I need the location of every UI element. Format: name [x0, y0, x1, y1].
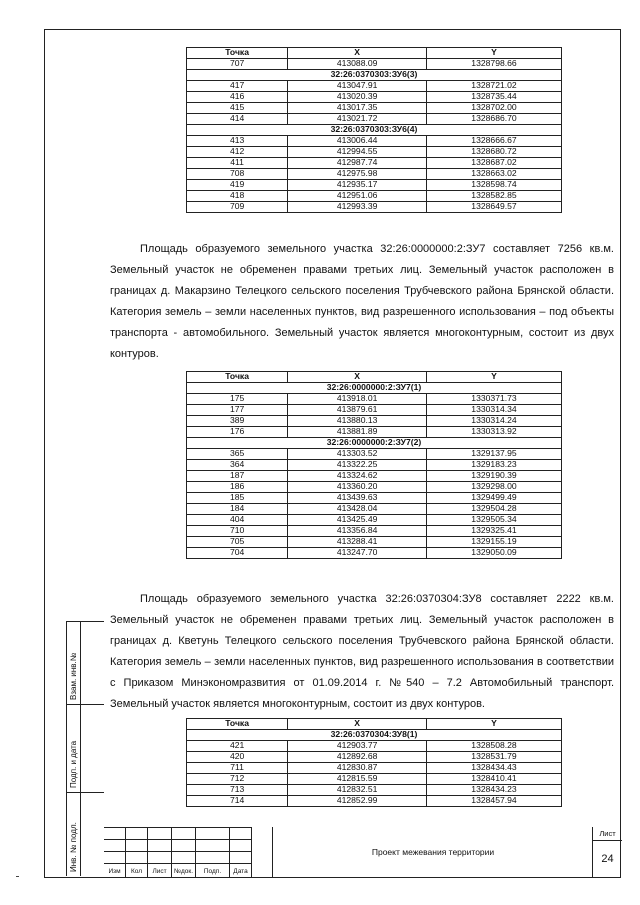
y-cell: 1329155.19: [427, 537, 562, 548]
point-cell: 177: [187, 405, 288, 416]
y-cell: 1328687.02: [427, 158, 562, 169]
table-header-row: [187, 719, 562, 730]
x-cell: 413324.62: [288, 471, 427, 482]
table-section-row: [187, 70, 562, 81]
y-cell: 1328663.02: [427, 169, 562, 180]
point-cell: 708: [187, 169, 288, 180]
column-header: Y: [427, 719, 562, 730]
section-label: 32:26:0370303:ЗУ6(3): [187, 70, 562, 81]
table-row: [187, 191, 562, 202]
column-header: X: [288, 48, 427, 59]
title-block-cell: [126, 839, 148, 851]
table-row: [187, 103, 562, 114]
y-cell: 1328582.85: [427, 191, 562, 202]
sidebar-stamp: [66, 621, 104, 876]
table-section-row: [187, 730, 562, 741]
point-cell: 184: [187, 504, 288, 515]
table-row: [187, 504, 562, 515]
point-cell: 176: [187, 427, 288, 438]
coords-table: [186, 47, 562, 213]
x-cell: 413047.91: [288, 81, 427, 92]
table-section-row: [187, 438, 562, 449]
y-cell: 1328666.67: [427, 136, 562, 147]
sidebar-label: Инв. № подл.: [69, 822, 78, 872]
document-title: Проект межевания территории: [272, 827, 593, 878]
table-row: [187, 741, 562, 752]
table-row: [187, 416, 562, 427]
table-section-row: [187, 125, 562, 136]
table-row: [187, 537, 562, 548]
table-row: [187, 405, 562, 416]
y-cell: 1328434.43: [427, 763, 562, 774]
title-block-cell: [148, 851, 172, 863]
x-cell: 413881.89: [288, 427, 427, 438]
y-cell: 1330314.34: [427, 405, 562, 416]
table-row: [187, 752, 562, 763]
title-block-col-label: №док.: [172, 863, 196, 878]
y-cell: 1328680.72: [427, 147, 562, 158]
section-label: 32:26:0370303:ЗУ6(4): [187, 125, 562, 136]
y-cell: 1329504.28: [427, 504, 562, 515]
point-cell: 404: [187, 515, 288, 526]
y-cell: 1328531.79: [427, 752, 562, 763]
x-cell: 413425.49: [288, 515, 427, 526]
column-header: Точка: [187, 372, 288, 383]
y-cell: 1328457.94: [427, 796, 562, 807]
point-cell: 365: [187, 449, 288, 460]
x-cell: 413020.39: [288, 92, 427, 103]
y-cell: 1329499.49: [427, 493, 562, 504]
title-block-cell: [126, 851, 148, 863]
coords-table-1-wrap: [186, 47, 562, 213]
point-cell: 415: [187, 103, 288, 114]
title-block-cell: [230, 851, 252, 863]
x-cell: 412993.39: [288, 202, 427, 213]
y-cell: 1329505.34: [427, 515, 562, 526]
paragraph-text: Площадь образуемого земельного участка 32:26:0370304:ЗУ8 составляет 2222 кв.м. Земельный участок не обременен правами третьих лиц. Земельный участок расположен в границах д. Кветунь Телецкого сельского поселения Трубчевского района Брянской области. Категория земель – земли населенных пунктов, вид разрешенного использования в соответствии с Приказом Минэкономразвития от 01.09.2014 г. №540 – 7.2 Автомобильный транспорт. Земельный участок является многоконтурным, состоит из двух контуров.: [110, 593, 614, 710]
table-row: [187, 147, 562, 158]
y-cell: 1328598.74: [427, 180, 562, 191]
y-cell: 1330313.92: [427, 427, 562, 438]
table-row: [187, 449, 562, 460]
y-cell: 1328649.57: [427, 202, 562, 213]
x-cell: 413360.20: [288, 482, 427, 493]
table-row: [187, 548, 562, 559]
x-cell: 412935.17: [288, 180, 427, 191]
sidebar-divider: [80, 621, 81, 876]
title-block-col-label: Лист: [148, 863, 172, 878]
table-row: [187, 59, 562, 70]
x-cell: 413288.41: [288, 537, 427, 548]
table-row: [187, 202, 562, 213]
point-cell: 713: [187, 785, 288, 796]
x-cell: 413879.61: [288, 405, 427, 416]
table-header-row: [187, 48, 562, 59]
table-row: [187, 427, 562, 438]
point-cell: 175: [187, 394, 288, 405]
title-block-cell: [196, 839, 230, 851]
point-cell: 705: [187, 537, 288, 548]
table-row: [187, 158, 562, 169]
x-cell: 413247.70: [288, 548, 427, 559]
x-cell: 413088.09: [288, 59, 427, 70]
column-header: Точка: [187, 48, 288, 59]
title-block-cell: [126, 827, 148, 839]
x-cell: 412994.55: [288, 147, 427, 158]
x-cell: 413428.04: [288, 504, 427, 515]
sidebar-cell-sign-date: [66, 704, 104, 792]
table-header-row: [187, 372, 562, 383]
table-row: [187, 81, 562, 92]
sidebar-label: Подп. и дата: [69, 740, 78, 788]
sheet-box: [592, 827, 622, 878]
point-cell: 421: [187, 741, 288, 752]
point-cell: 185: [187, 493, 288, 504]
point-cell: 389: [187, 416, 288, 427]
point-cell: 413: [187, 136, 288, 147]
y-cell: 1329137.95: [427, 449, 562, 460]
title-block-cell: [196, 851, 230, 863]
point-cell: 364: [187, 460, 288, 471]
title-block-col-label: Изм: [104, 863, 126, 878]
x-cell: 413880.13: [288, 416, 427, 427]
point-cell: 411: [187, 158, 288, 169]
x-cell: 413356.84: [288, 526, 427, 537]
y-cell: 1328721.02: [427, 81, 562, 92]
y-cell: 1328686.70: [427, 114, 562, 125]
x-cell: 413439.63: [288, 493, 427, 504]
y-cell: 1329183.23: [427, 460, 562, 471]
table-row: [187, 515, 562, 526]
title-block-cell: [148, 839, 172, 851]
section-label: 32:26:0000000:2:ЗУ7(2): [187, 438, 562, 449]
x-cell: 412903.77: [288, 741, 427, 752]
y-cell: 1328508.28: [427, 741, 562, 752]
x-cell: 412987.74: [288, 158, 427, 169]
paragraph-zu8: [110, 589, 614, 715]
x-cell: 412892.68: [288, 752, 427, 763]
title-block-cell: [104, 839, 126, 851]
x-cell: 413918.01: [288, 394, 427, 405]
y-cell: 1328735.44: [427, 92, 562, 103]
sidebar-cell-inv-orig: [66, 792, 104, 876]
table-row: [187, 136, 562, 147]
y-cell: 1329050.09: [427, 548, 562, 559]
sidebar-cell-inv-replace: [66, 621, 104, 704]
section-label: 32:26:0370304:ЗУ8(1): [187, 730, 562, 741]
title-block-cell: [104, 827, 126, 839]
x-cell: 412832.51: [288, 785, 427, 796]
table-row: [187, 763, 562, 774]
column-header: Y: [427, 372, 562, 383]
x-cell: 413322.25: [288, 460, 427, 471]
title-block-cell: [172, 839, 196, 851]
point-cell: 417: [187, 81, 288, 92]
margin-tick: [16, 876, 19, 877]
table-row: [187, 526, 562, 537]
x-cell: 412815.59: [288, 774, 427, 785]
coords-table-2-wrap: [186, 371, 562, 559]
column-header: Точка: [187, 719, 288, 730]
table-row: [187, 394, 562, 405]
table-row: [187, 471, 562, 482]
y-cell: 1329325.41: [427, 526, 562, 537]
column-header: X: [288, 372, 427, 383]
table-row: [187, 796, 562, 807]
point-cell: 186: [187, 482, 288, 493]
y-cell: 1330371.73: [427, 394, 562, 405]
y-cell: 1328798.66: [427, 59, 562, 70]
point-cell: 412: [187, 147, 288, 158]
coords-table: [186, 371, 562, 559]
x-cell: 412975.98: [288, 169, 427, 180]
coords-table: [186, 718, 562, 807]
table-row: [187, 180, 562, 191]
sidebar-label: Взам. инв.№: [69, 652, 78, 700]
point-cell: 714: [187, 796, 288, 807]
title-block-col-label: Кол: [126, 863, 148, 878]
table-section-row: [187, 383, 562, 394]
column-header: Y: [427, 48, 562, 59]
sheet-label: Лист: [593, 827, 622, 841]
title-block-cell: [230, 839, 252, 851]
table-row: [187, 169, 562, 180]
point-cell: 710: [187, 526, 288, 537]
coords-table-3-wrap: [186, 718, 562, 807]
table-row: [187, 493, 562, 504]
table-row: [187, 92, 562, 103]
x-cell: 413021.72: [288, 114, 427, 125]
point-cell: 711: [187, 763, 288, 774]
x-cell: 413303.52: [288, 449, 427, 460]
point-cell: 709: [187, 202, 288, 213]
point-cell: 420: [187, 752, 288, 763]
point-cell: 707: [187, 59, 288, 70]
column-header: X: [288, 719, 427, 730]
paragraph-text: Площадь образуемого земельного участка 32:26:0000000:2:ЗУ7 составляет 7256 кв.м. Земельный участок не обременен правами третьих лиц. Земельный участок расположен в границах д. Макарзино Телецкого сельского поселения Трубчевского района Брянской области. Категория земель – земли населенных пунктов, вид разрешенного использования – под объекты транспорта - автомобильного. Земельный участок является многоконтурным, состоит из двух контуров.: [110, 243, 614, 360]
point-cell: 419: [187, 180, 288, 191]
title-block-cell: [172, 851, 196, 863]
title-block-cell: [172, 827, 196, 839]
point-cell: 416: [187, 92, 288, 103]
title-block-cell: [196, 827, 230, 839]
sidebar-border: [66, 621, 67, 876]
y-cell: 1329190.39: [427, 471, 562, 482]
table-row: [187, 482, 562, 493]
title-block: [104, 827, 621, 878]
paragraph-zu7: [110, 239, 614, 365]
table-row: [187, 114, 562, 125]
x-cell: 412852.99: [288, 796, 427, 807]
x-cell: 412830.87: [288, 763, 427, 774]
x-cell: 412951.06: [288, 191, 427, 202]
point-cell: 414: [187, 114, 288, 125]
point-cell: 187: [187, 471, 288, 482]
y-cell: 1328702.00: [427, 103, 562, 114]
title-block-cell: [230, 827, 252, 839]
title-block-col-label: Дата: [230, 863, 252, 878]
table-row: [187, 460, 562, 471]
y-cell: 1328410.41: [427, 774, 562, 785]
point-cell: 704: [187, 548, 288, 559]
title-block-cell: [148, 827, 172, 839]
point-cell: 712: [187, 774, 288, 785]
y-cell: 1328434.23: [427, 785, 562, 796]
y-cell: 1330314.24: [427, 416, 562, 427]
section-label: 32:26:0000000:2:ЗУ7(1): [187, 383, 562, 394]
title-block-col-label: Подп.: [196, 863, 230, 878]
table-row: [187, 785, 562, 796]
title-block-cell: [104, 851, 126, 863]
x-cell: 413017.35: [288, 103, 427, 114]
x-cell: 413006.44: [288, 136, 427, 147]
y-cell: 1329298.00: [427, 482, 562, 493]
point-cell: 418: [187, 191, 288, 202]
sheet-number: 24: [601, 853, 614, 865]
table-row: [187, 774, 562, 785]
